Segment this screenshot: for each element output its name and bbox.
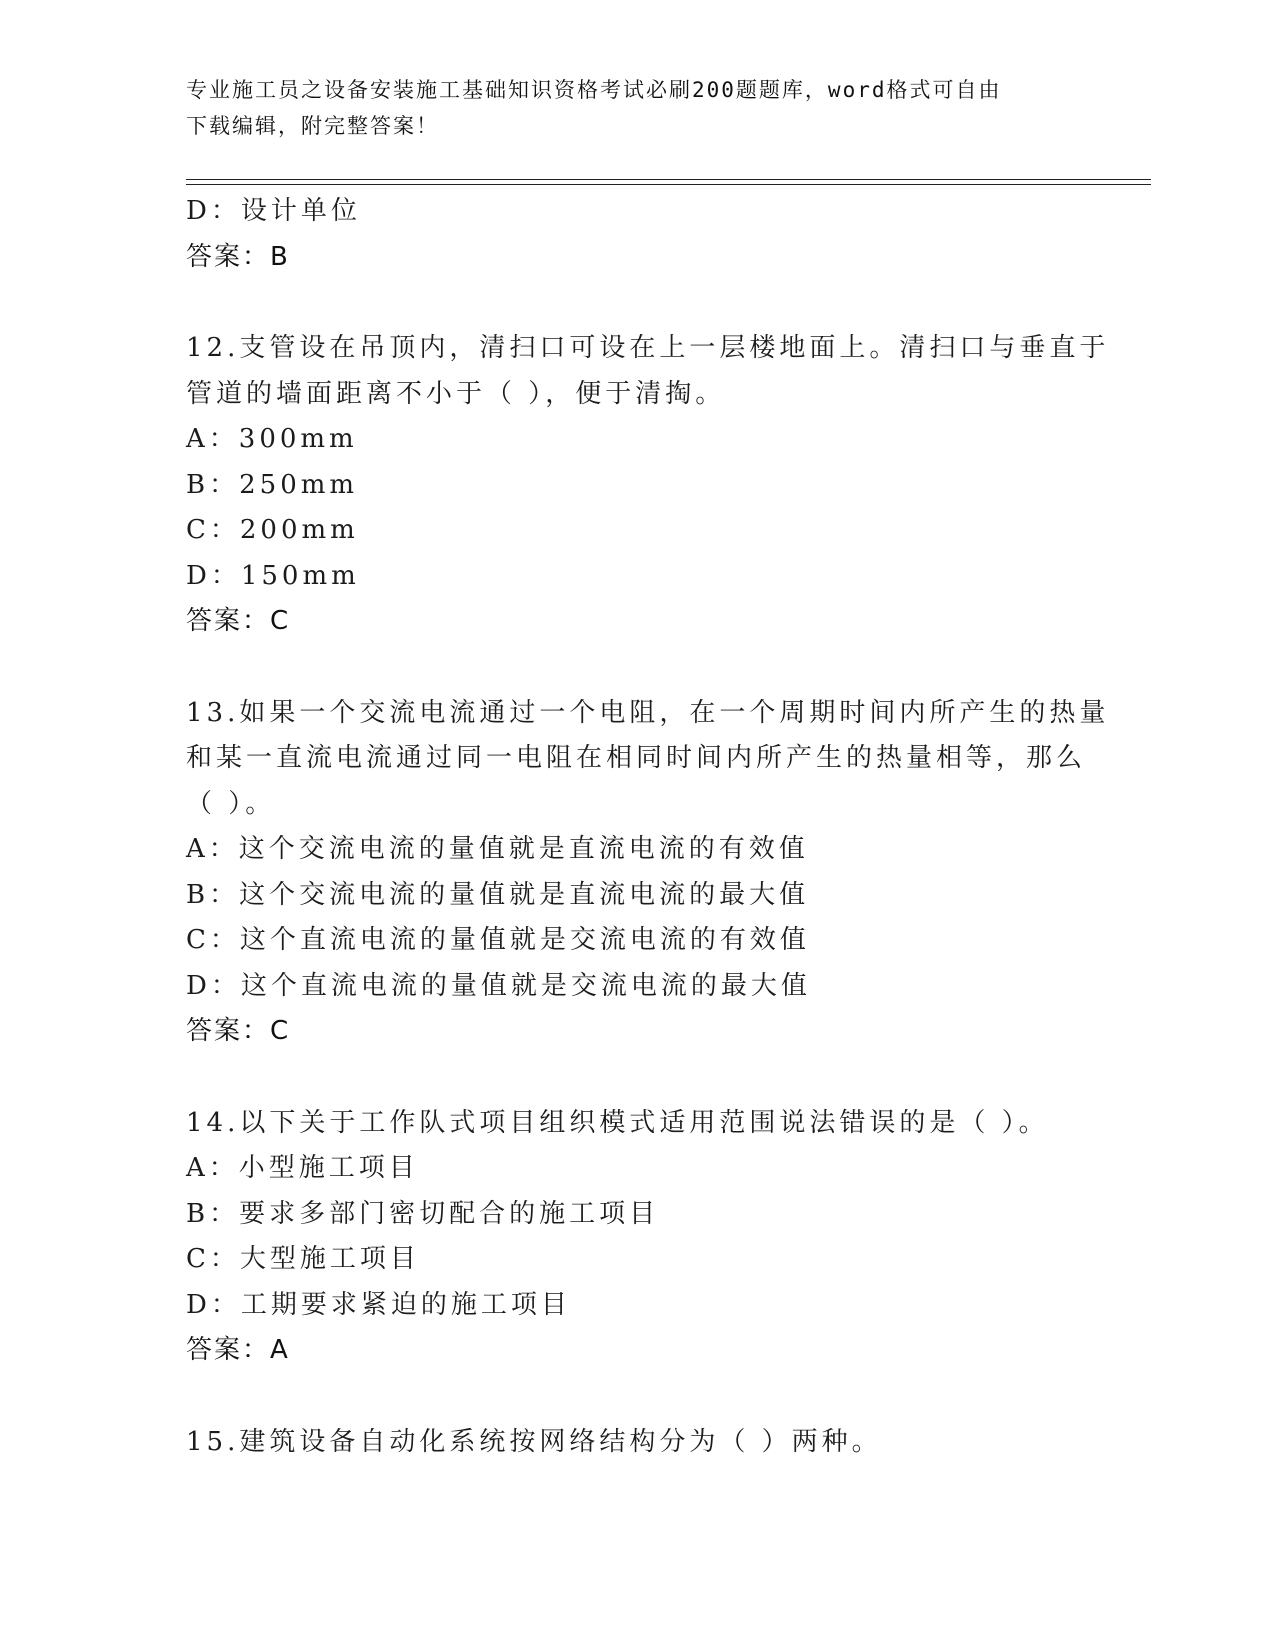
question-block <box>186 1101 1106 1374</box>
question-spacer <box>186 280 1106 326</box>
question-block <box>186 1420 1106 1466</box>
question-spacer <box>186 1374 1106 1420</box>
carryover-option-d: D：设计单位 <box>186 196 361 226</box>
question-stem-line: （ ）。 <box>186 788 276 819</box>
header-line-1: 专业施工员之设备安装施工基础知识资格考试必刷200题题库，word格式可自由 <box>186 78 1002 102</box>
option-b: B：这个交流电流的量值就是直流电流的最大值 <box>186 879 810 910</box>
option-c: C：大型施工项目 <box>186 1244 420 1274</box>
question-stem-line: 13.如果一个交流电流通过一个电阻，在一个周期时间内所产生的热量 <box>186 697 1110 728</box>
question-stem-line: 14.以下关于工作队式项目组织模式适用范围说法错误的是（ ）。 <box>186 1107 1049 1138</box>
question-stem-line: 管道的墙面距离不小于（ ），便于清掏。 <box>186 378 726 409</box>
document-header <box>186 72 1086 144</box>
option-a: A：300mm <box>186 424 358 454</box>
question-stem-line: 15.建筑设备自动化系统按网络结构分为（ ）两种。 <box>186 1426 882 1457</box>
header-divider-top <box>186 179 1151 180</box>
option-b: B：要求多部门密切配合的施工项目 <box>186 1198 660 1229</box>
question-spacer <box>186 1055 1106 1101</box>
option-d: D：这个直流电流的量值就是交流电流的最大值 <box>186 970 811 1001</box>
question-block <box>186 326 1110 645</box>
option-d: D：150mm <box>186 560 360 591</box>
carryover-answer: 答案：B <box>186 241 290 272</box>
answer-line: 答案：C <box>186 606 291 636</box>
question-stem-line: 和某一直流电流通过同一电阻在相同时间内所产生的热量相等，那么 <box>186 743 1087 773</box>
option-d: D：工期要求紧迫的施工项目 <box>186 1289 571 1320</box>
header-divider-bottom <box>186 184 1151 185</box>
option-a: A：小型施工项目 <box>186 1153 419 1183</box>
question-block <box>186 691 1110 1055</box>
question-stem-line: 12.支管设在吊顶内，清扫口可设在上一层楼地面上。清扫口与垂直于 <box>186 333 1110 363</box>
answer-line: 答案：C <box>186 1016 291 1046</box>
option-a: A：这个交流电流的量值就是直流电流的有效值 <box>186 834 809 864</box>
option-c: C：200mm <box>186 515 359 545</box>
option-b: B：250mm <box>186 469 359 500</box>
question-spacer <box>186 645 1106 691</box>
question-list <box>186 189 1110 1465</box>
header-line-2: 下载编辑，附完整答案！ <box>186 114 439 138</box>
answer-line: 答案：A <box>186 1335 290 1365</box>
option-c: C：这个直流电流的量值就是交流电流的有效值 <box>186 925 810 955</box>
